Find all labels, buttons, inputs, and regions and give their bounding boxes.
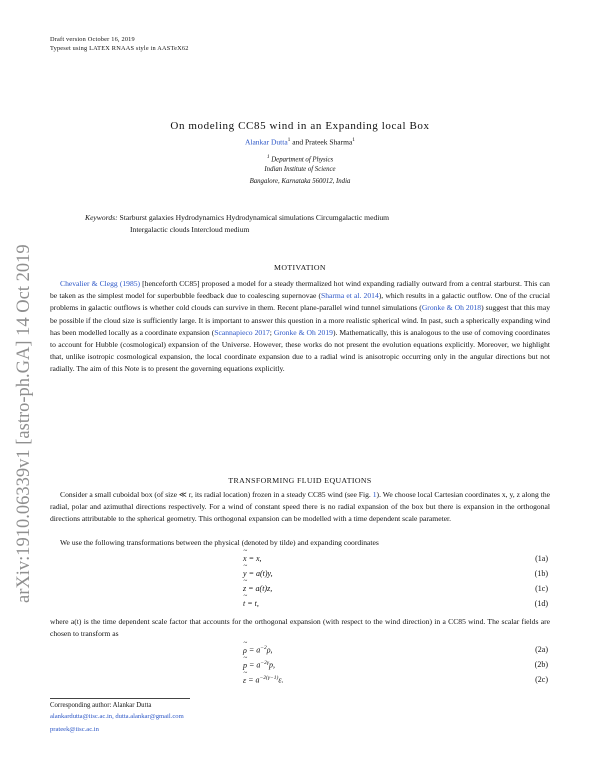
author-line [0,137,600,147]
author-link-dutta[interactable]: Alankar Dutta [244,137,288,147]
arxiv-stamp [4,178,37,603]
eq-var: ~ y [243,569,247,578]
paper-title: On modeling CC85 wind in an Expanding local Box [170,120,430,132]
citation-gronke-2018[interactable]: Gronke & Oh 2018 [421,303,482,313]
equation-number: (1a) [535,554,548,563]
equation-number: (2c) [535,675,548,684]
equation-1d: ~ t = t, (1d) [0,599,600,611]
author-and: and [290,137,305,147]
section-heading-transforming: TRANSFORMING FLUID EQUATIONS [228,476,372,485]
eq-var: ~ z [243,584,246,593]
equation-1c: ~ z = a(t)z, (1c) [0,584,600,596]
author-sup: 1 [287,137,291,143]
eq-var: ~ x [243,554,247,563]
eq-var: ~ t [243,599,245,608]
affiliation-institute: Indian Institute of Science [264,166,336,173]
equation-2b: ~ $p = a^{-2\gamma}p$, (2b) [0,660,600,672]
equation-1a: ~ x = x, (1a) [0,554,600,566]
eq-var: ~ p [243,661,247,670]
eq-var: ~ ε [243,676,246,685]
corresponding-author: Corresponding author: Alankar Dutta [50,702,152,709]
affiliation-city: Bangalore, Karnataka 560012, India [249,178,351,185]
keywords-line2: Intergalactic clouds Intercloud medium [130,225,250,234]
equation-1b: ~ y = a(t)y, (1b) [0,569,600,581]
scale-factor-paragraph: where a(t) is the time dependent scale factor that accounts for the orthogonal expansion (with respect to the wind direction) in a CC85 wind. The scalar fields are chosen to transform as [50,617,550,639]
eq-var: ~ ρ [243,646,247,655]
author-sharma: Prateek Sharma [305,137,353,147]
equation-number: (2a) [535,645,548,654]
affiliation-dept: $^1$ Department of Physics [266,154,334,164]
keywords-block [85,212,535,236]
email-dutta[interactable]: alankardutta@iisc.ac.in, dutta.alankar@gmail.com [50,713,184,720]
equation-2a: ~ $\rho = a^{-2}\rho$, (2a) [0,645,600,657]
citation-chevalier-clegg[interactable]: Chevalier & Clegg (1985) [60,279,141,288]
figure-ref[interactable]: 1 [372,490,377,499]
citation-sharma[interactable]: Sharma et al. 2014 [321,291,379,301]
author-sup: 1 [352,137,356,143]
transforming-paragraph: Consider a small cuboidal box (of size ≪ r, its radial location) frozen in a steady CC85 wind (see Fig. 1). We choose local Cartesian coordinates x, y, z along the radial, polar and azimuthal directions respectively. For a wind of constant speed there is no radial expansion of the box but there is expansion in the orthogonal directions attributable to the spherical geometry. This orthogonal expansion can be modelled with a time dependent scale parameter. [50,490,550,524]
equation-number: (1d) [534,599,548,608]
equation-number: (1b) [534,569,548,578]
footnote-rule [50,698,190,699]
citation-scannapieco[interactable]: Scannapieco 2017 [214,327,270,337]
equation-number: (2b) [534,660,548,669]
transforming-intro: We use the following transformations between the physical (denoted by tilde) and expanding coordinates [60,538,379,547]
draft-version: Draft version October 16, 2019 [50,36,135,43]
section-heading-motivation: MOTIVATION [274,263,326,272]
email-sharma[interactable]: prateek@iisc.ac.in [50,726,99,733]
equation-number: (1c) [535,584,548,593]
arxiv-id: arXiv:1910.06339v1 [astro-ph.GA] 14 Oct 2019 [14,244,34,603]
typeset-note: Typeset using LATEX RNAAS style in AASTeX62 [50,45,189,52]
citation-gronke-2019[interactable]: Gronke & Oh 2019 [273,327,333,337]
motivation-paragraph: Chevalier & Clegg (1985) [henceforth CC85] proposed a model for a steady thermalized hot wind expanding radially outward from a central starburst. This can be taken as the simplest model for superbubble feedback due to coalescing supernovae (Sharma et al. 2014), which results in a galactic outflow. One of the crucial problems in galactic outflows is whether cold clouds can survive in them. Recent plane-parallel wind tunnel simulations (Gronke & Oh 2018) suggest that this may be possible if the cloud size is sufficiently large. It is important to answer this question in a more realistic spherical wind. In past, such a spherically expanding wind has been modelled locally as a coordinate expansion (Scannapieco 2017; Gronke & Oh 2019). Mathematically, this is analogous to the use of comoving coordinates to account for Hubble (cosmological) expansion of the Universe. However, these works do not present the evolution equations explicitly. Moreover, we highlight that, unlike isotropic cosmological expansion, the local coordinate expansion due to a radial wind is anisotropic occurring only in the angular directions but not radially. The aim of this Note is to present the governing equations explicitly. [50,279,550,374]
keywords-line1: Starburst galaxies Hydrodynamics Hydrodynamical simulations Circumgalactic medium [119,213,390,222]
equation-2c: ~ $\varepsilon = a^{-2(\gamma-1)}\varepsilon$. (2c) [0,675,600,687]
keywords-label: Keywords: [85,213,118,222]
